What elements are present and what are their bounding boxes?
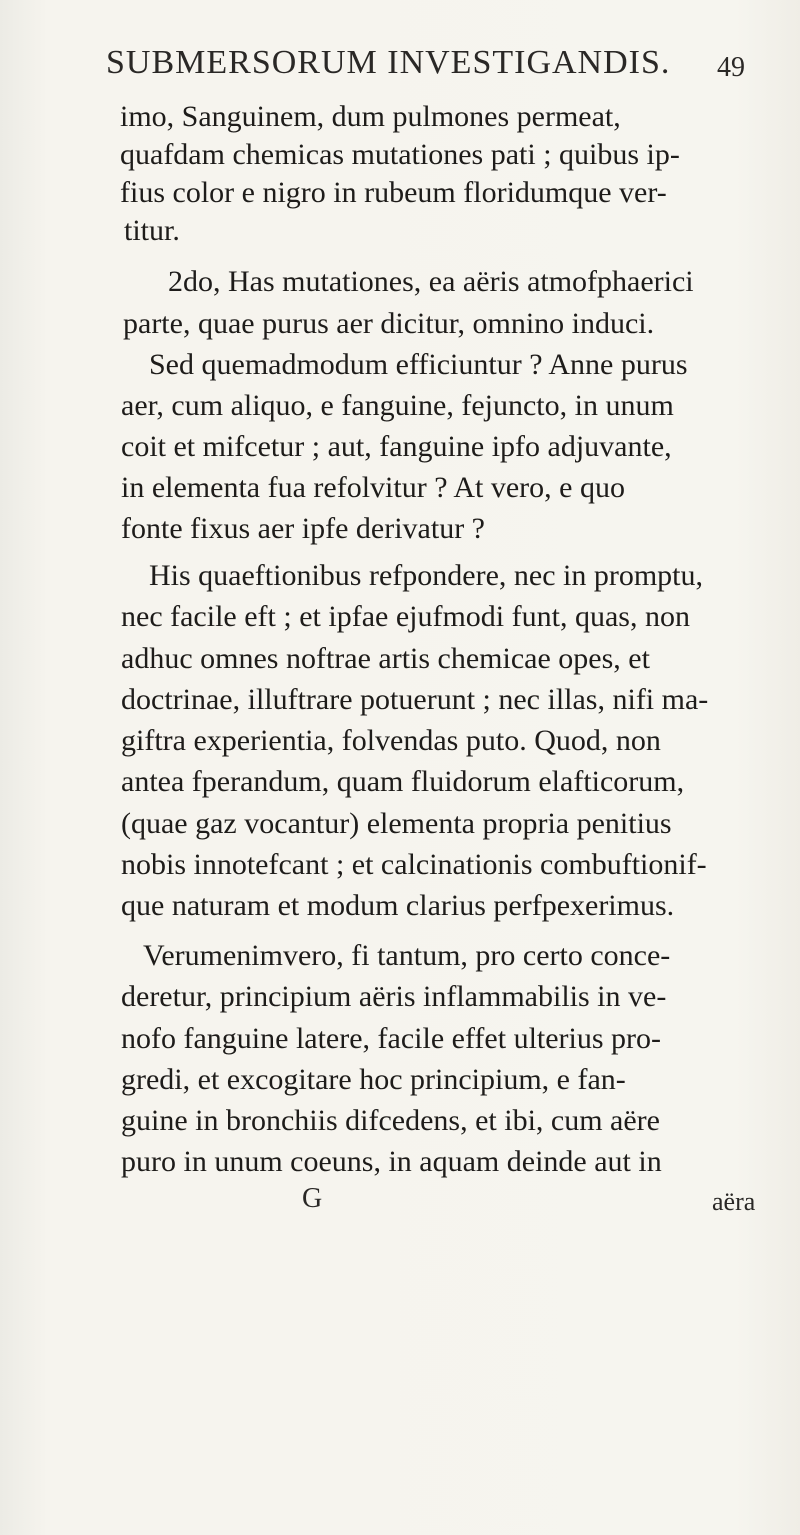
text-line: que naturam et modum clarius perfpexerimus.: [121, 889, 675, 922]
text-line: His quaeftionibus refpondere, nec in promptu,: [149, 559, 704, 592]
running-head: [60, 38, 780, 88]
text-line: titur.: [124, 214, 180, 247]
text-line: parte, quae purus aer dicitur, omnino induci.: [123, 307, 655, 340]
text-line: guine in bronchiis difcedens, et ibi, cum aëre: [121, 1104, 660, 1137]
signature-mark: G: [302, 1183, 323, 1214]
running-title: SUBMERSORUM INVESTIGANDIS.: [106, 44, 671, 81]
text-line: aer, cum aliquo, e fanguine, fejuncto, in unum: [121, 389, 674, 422]
text-line: in elementa fua refolvitur ? At vero, e quo: [121, 471, 625, 504]
text-line: 2do, Has mutationes, ea aëris atmofphaerici: [168, 265, 694, 298]
page-number: 49: [717, 52, 745, 83]
text-line: deretur, principium aëris inflammabilis in ve-: [121, 980, 667, 1013]
text-line: imo, Sanguinem, dum pulmones permeat,: [120, 100, 621, 133]
text-line: nobis innotefcant ; et calcinationis combuftionif-: [121, 848, 707, 881]
text-line: (quae gaz vocantur) elementa propria penitius: [121, 807, 672, 840]
text-line: Verumenimvero, fi tantum, pro certo conce-: [143, 939, 671, 972]
text-line: antea fperandum, quam fluidorum elafticorum,: [121, 765, 685, 798]
text-line: fonte fixus aer ipfe derivatur ?: [121, 512, 485, 545]
text-line: Sed quemadmodum efficiuntur ? Anne purus: [149, 348, 688, 381]
text-line: adhuc omnes noftrae artis chemicae opes, et: [121, 642, 650, 675]
text-line: doctrinae, illuftrare potuerunt ; nec illas, nifi ma-: [121, 683, 709, 716]
text-line: quafdam chemicas mutationes pati ; quibus ip-: [120, 138, 680, 171]
catchword: aëra: [712, 1187, 756, 1216]
text-line: gredi, et excogitare hoc principium, e fan-: [121, 1063, 626, 1096]
text-line: fius color e nigro in rubeum floridumque ver-: [120, 176, 667, 209]
text-line: puro in unum coeuns, in aquam deinde aut in: [121, 1145, 662, 1178]
text-line: giftra experientia, folvendas puto. Quod, non: [121, 724, 661, 757]
text-line: coit et mifcetur ; aut, fanguine ipfo adjuvante,: [121, 430, 672, 463]
text-line: nofo fanguine latere, facile effet ulterius pro-: [121, 1022, 662, 1055]
text-line: nec facile eft ; et ipfae ejufmodi funt, quas, non: [121, 600, 690, 633]
